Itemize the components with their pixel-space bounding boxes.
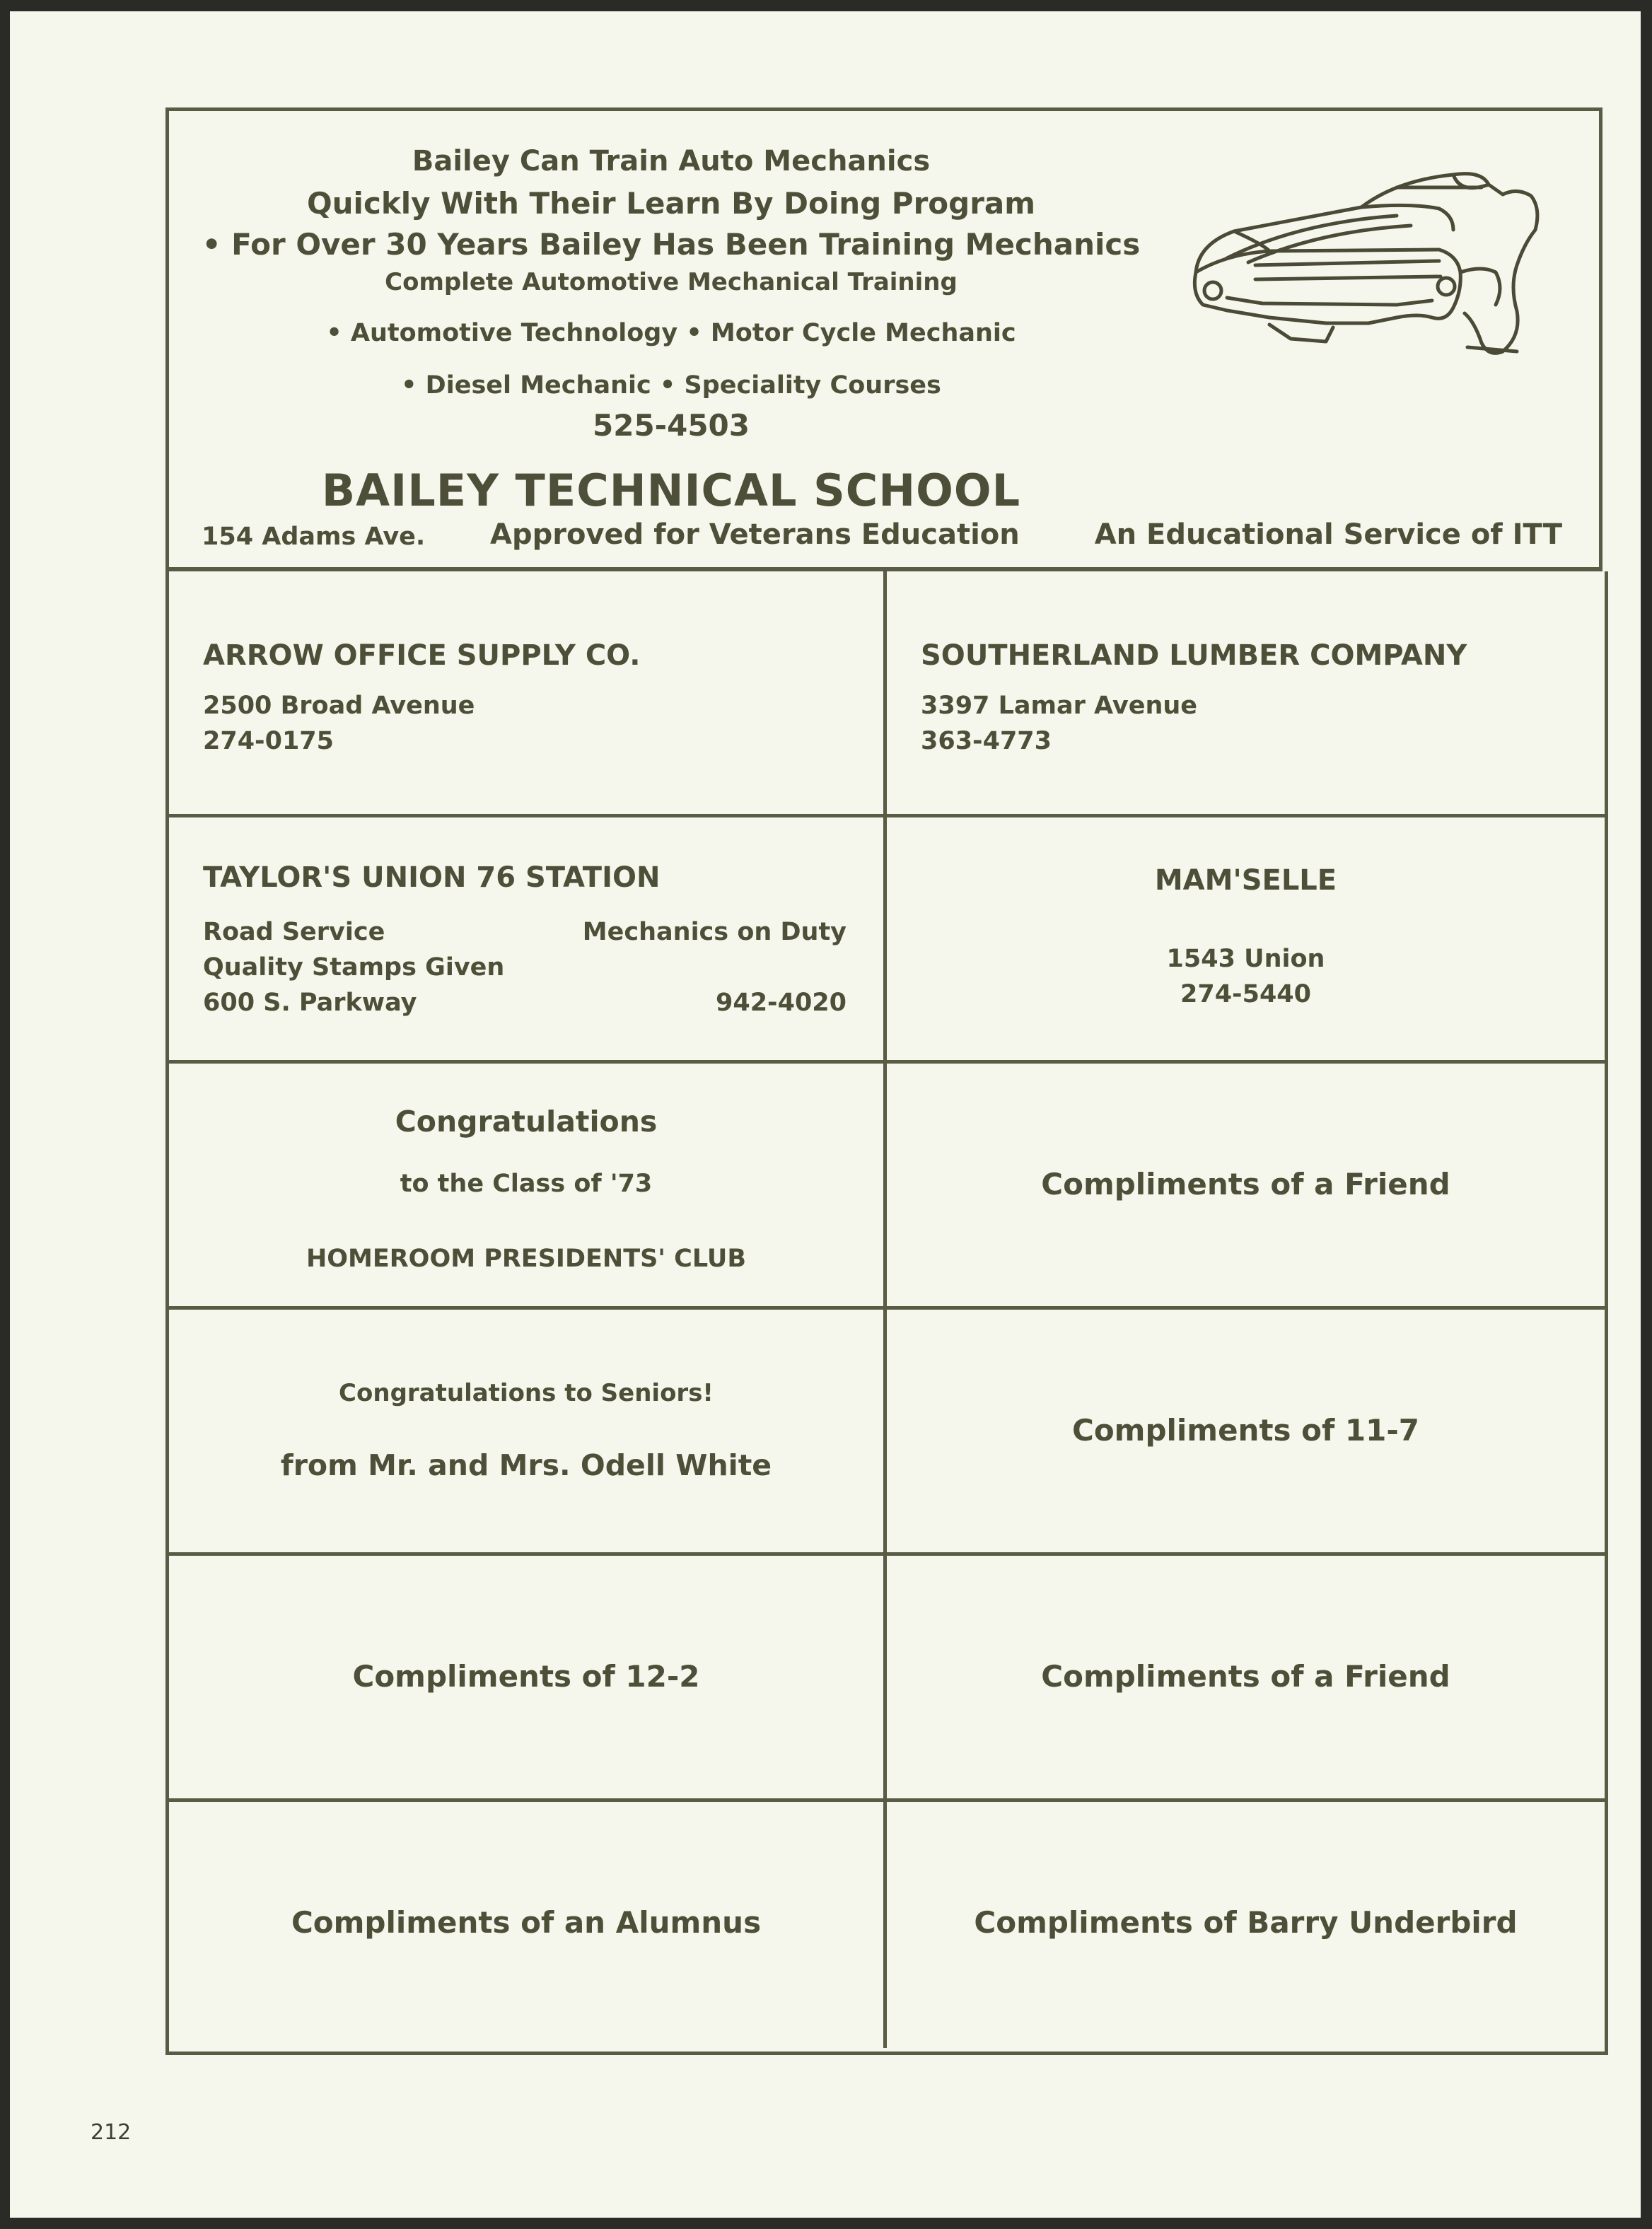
alumnus-ad [169, 1802, 887, 2048]
ad-headline: Bailey Can Train Auto Mechanics [412, 145, 931, 177]
compliments-text: Compliments of an Alumnus [291, 1905, 762, 1940]
business-address: 1543 Union [1166, 945, 1325, 973]
compliments-text: Compliments of 11-7 [1072, 1413, 1419, 1448]
business-name: MAM'SELLE [1154, 864, 1337, 897]
compliments-text: Compliments of a Friend [1041, 1659, 1450, 1694]
homeroom-12-2-ad [169, 1556, 887, 1802]
school-name: BAILEY TECHNICAL SCHOOL [321, 465, 1021, 516]
club-name: HOMEROOM PRESIDENTS' CLUB [306, 1245, 747, 1273]
friend-ad-1 [887, 1064, 1605, 1310]
page-number: 212 [91, 2120, 132, 2145]
road-service: Road Service [203, 918, 385, 946]
odell-white-ad [169, 1310, 887, 1556]
from-line: from Mr. and Mrs. Odell White [280, 1448, 772, 1482]
car-illustration [1185, 166, 1552, 378]
taylors-station-ad [169, 817, 887, 1064]
itt-line: An Educational Service of ITT [1094, 518, 1562, 551]
bailey-ad [165, 107, 1602, 571]
ad-subheadline: Quickly With Their Learn By Doing Program [306, 186, 1036, 221]
ad-courses-line-2: • Diesel Mechanic • Speciality Courses [401, 371, 941, 400]
congratulations-seniors: Congratulations to Seniors! [339, 1379, 714, 1407]
business-phone: 363-4773 [921, 727, 1052, 755]
ads-grid [165, 571, 1608, 2055]
business-phone: 274-5440 [1180, 980, 1311, 1008]
compliments-text: Compliments of a Friend [1041, 1167, 1450, 1201]
barry-underbird-ad [887, 1802, 1605, 2048]
ad-years-line: • For Over 30 Years Bailey Has Been Training Mechanics [202, 227, 1141, 262]
southerland-lumber-ad [887, 571, 1605, 817]
business-address: 3397 Lamar Avenue [921, 692, 1198, 720]
quality-stamps: Quality Stamps Given [203, 953, 505, 982]
arrow-office-supply-ad [169, 571, 887, 817]
business-name: SOUTHERLAND LUMBER COMPANY [921, 639, 1467, 672]
business-address: 600 S. Parkway [203, 989, 417, 1017]
business-name: TAYLOR'S UNION 76 STATION [203, 861, 661, 894]
congratulations-heading: Congratulations [395, 1105, 658, 1139]
ad-phone: 525-4503 [593, 408, 750, 443]
business-name: ARROW OFFICE SUPPLY CO. [203, 639, 641, 672]
ad-training-line: Complete Automotive Mechanical Training [385, 268, 958, 296]
homeroom-11-7-ad [887, 1310, 1605, 1556]
homeroom-presidents-ad [169, 1064, 887, 1310]
mechanics-on-duty: Mechanics on Duty [582, 918, 847, 946]
business-address: 2500 Broad Avenue [203, 692, 475, 720]
business-phone: 274-0175 [203, 727, 334, 755]
friend-ad-2 [887, 1556, 1605, 1802]
mamselle-ad [887, 817, 1605, 1064]
ad-courses-line-1: • Automotive Technology • Motor Cycle Mechanic [326, 319, 1016, 347]
business-phone: 942-4020 [716, 989, 847, 1017]
compliments-text: Compliments of Barry Underbird [974, 1905, 1518, 1940]
veterans-line: Approved for Veterans Education [490, 518, 1020, 551]
class-line: to the Class of '73 [400, 1170, 653, 1198]
school-address: 154 Adams Ave. [202, 523, 426, 551]
compliments-text: Compliments of 12-2 [352, 1659, 700, 1694]
